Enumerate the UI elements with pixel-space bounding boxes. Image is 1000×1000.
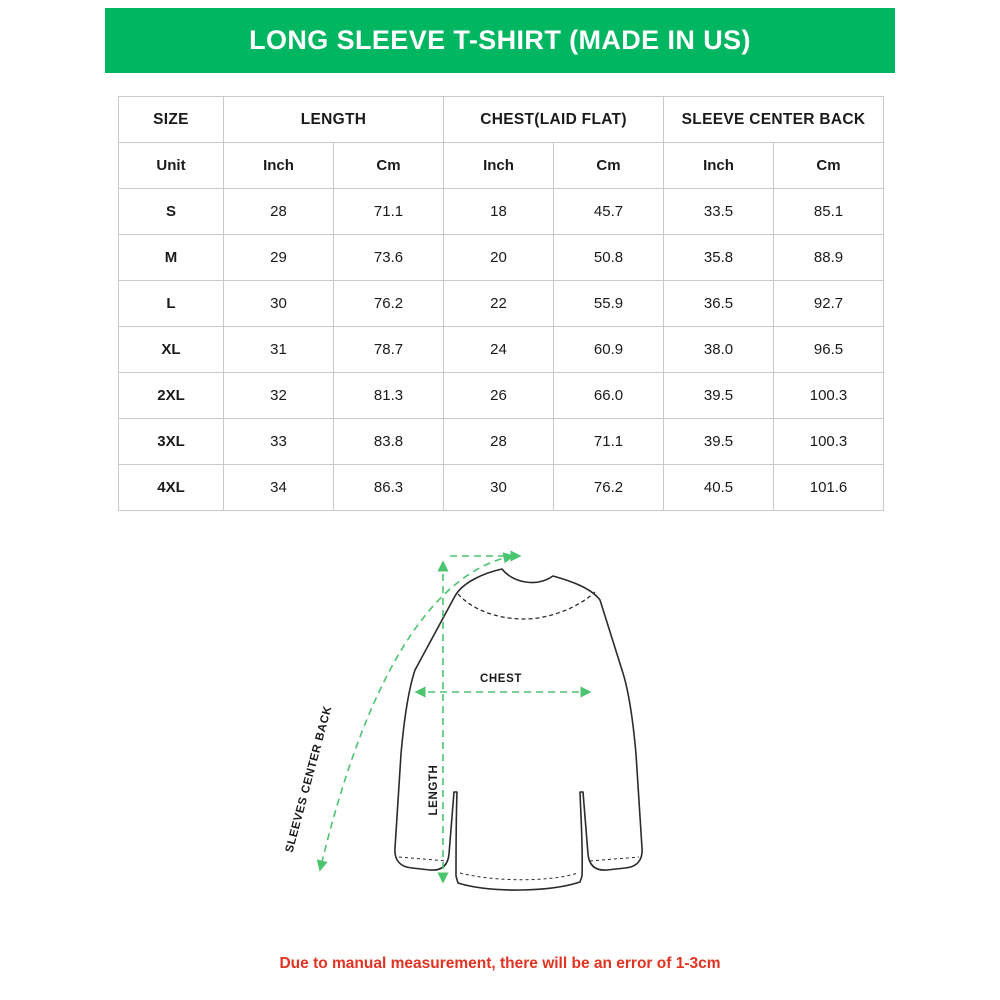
cell-length-cm: 83.8 (334, 419, 444, 465)
cell-sleeve-cm: 92.7 (774, 281, 884, 327)
cell-sleeve-cm: 96.5 (774, 327, 884, 373)
cell-sleeve-inch: 40.5 (664, 465, 774, 511)
label-sleeve-center-back: SLEEVES CENTER BACK (283, 704, 335, 854)
size-chart-table-wrapper (118, 96, 883, 511)
cell-length-inch: 28 (224, 189, 334, 235)
unit-chest-cm: Cm (554, 143, 664, 189)
cell-sleeve-inch: 35.8 (664, 235, 774, 281)
col-header-chest: CHEST(LAID FLAT) (444, 97, 664, 143)
cell-size: 2XL (119, 373, 224, 419)
cell-length-inch: 29 (224, 235, 334, 281)
cell-size: 3XL (119, 419, 224, 465)
cell-sleeve-cm: 88.9 (774, 235, 884, 281)
cell-sleeve-cm: 101.6 (774, 465, 884, 511)
cell-chest-cm: 50.8 (554, 235, 664, 281)
cell-chest-cm: 60.9 (554, 327, 664, 373)
cell-chest-inch: 30 (444, 465, 554, 511)
cell-sleeve-cm: 85.1 (774, 189, 884, 235)
cell-chest-inch: 20 (444, 235, 554, 281)
cell-sleeve-inch: 33.5 (664, 189, 774, 235)
unit-label: Unit (119, 143, 224, 189)
cell-chest-inch: 18 (444, 189, 554, 235)
shirt-measurement-diagram (250, 530, 770, 930)
cell-chest-inch: 24 (444, 327, 554, 373)
cell-length-cm: 78.7 (334, 327, 444, 373)
cell-chest-cm: 66.0 (554, 373, 664, 419)
cell-length-inch: 32 (224, 373, 334, 419)
cell-chest-cm: 55.9 (554, 281, 664, 327)
unit-length-inch: Inch (224, 143, 334, 189)
col-header-size: SIZE (119, 97, 224, 143)
cell-chest-cm: 45.7 (554, 189, 664, 235)
table-row (119, 419, 884, 465)
cell-length-cm: 71.1 (334, 189, 444, 235)
unit-sleeve-inch: Inch (664, 143, 774, 189)
cell-sleeve-cm: 100.3 (774, 373, 884, 419)
cell-size: XL (119, 327, 224, 373)
page-title: LONG SLEEVE T-SHIRT (MADE IN US) (249, 25, 751, 55)
table-row (119, 235, 884, 281)
unit-length-cm: Cm (334, 143, 444, 189)
cell-length-cm: 76.2 (334, 281, 444, 327)
col-header-length: LENGTH (224, 97, 444, 143)
unit-sleeve-cm: Cm (774, 143, 884, 189)
cell-chest-inch: 26 (444, 373, 554, 419)
cell-length-inch: 34 (224, 465, 334, 511)
header-banner (105, 8, 895, 73)
cell-size: M (119, 235, 224, 281)
label-chest: CHEST (480, 673, 522, 685)
table-row (119, 465, 884, 511)
size-chart-table (118, 96, 884, 511)
cell-length-inch: 30 (224, 281, 334, 327)
label-length: LENGTH (428, 764, 440, 816)
unit-chest-inch: Inch (444, 143, 554, 189)
cell-chest-inch: 28 (444, 419, 554, 465)
table-row (119, 373, 884, 419)
cell-size: L (119, 281, 224, 327)
cell-sleeve-cm: 100.3 (774, 419, 884, 465)
shirt-outline-icon (395, 569, 642, 890)
table-unit-row (119, 143, 884, 189)
table-row (119, 281, 884, 327)
table-row (119, 327, 884, 373)
measurement-disclaimer: Due to manual measurement, there will be an error of 1-3cm (279, 955, 721, 972)
cell-length-inch: 31 (224, 327, 334, 373)
table-header-row (119, 97, 884, 143)
cell-size: 4XL (119, 465, 224, 511)
cell-length-cm: 86.3 (334, 465, 444, 511)
cell-sleeve-inch: 39.5 (664, 419, 774, 465)
cell-chest-cm: 71.1 (554, 419, 664, 465)
cell-sleeve-inch: 39.5 (664, 373, 774, 419)
cell-length-cm: 81.3 (334, 373, 444, 419)
cell-length-cm: 73.6 (334, 235, 444, 281)
cell-sleeve-inch: 36.5 (664, 281, 774, 327)
table-row (119, 189, 884, 235)
cell-size: S (119, 189, 224, 235)
cell-chest-cm: 76.2 (554, 465, 664, 511)
cell-chest-inch: 22 (444, 281, 554, 327)
cell-length-inch: 33 (224, 419, 334, 465)
cell-sleeve-inch: 38.0 (664, 327, 774, 373)
col-header-sleeve: SLEEVE CENTER BACK (664, 97, 884, 143)
